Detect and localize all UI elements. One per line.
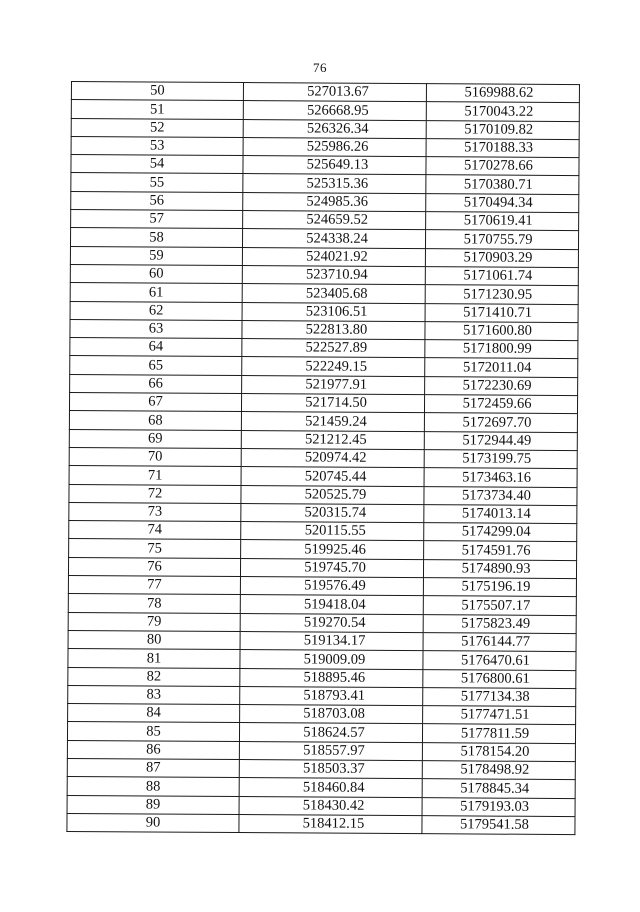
y-coordinate-cell: 5172011.04 bbox=[425, 358, 578, 377]
point-number-cell: 88 bbox=[67, 777, 239, 796]
point-number-cell: 82 bbox=[68, 667, 240, 686]
point-number-cell: 84 bbox=[68, 704, 240, 723]
point-number-cell: 78 bbox=[68, 594, 240, 613]
y-coordinate-cell: 5174591.76 bbox=[424, 541, 577, 560]
x-coordinate-cell: 518503.37 bbox=[239, 760, 422, 779]
y-coordinate-cell: 5170494.34 bbox=[426, 193, 579, 212]
x-coordinate-cell: 523405.68 bbox=[242, 284, 425, 303]
y-coordinate-cell: 5172230.69 bbox=[425, 376, 578, 395]
point-number-cell: 54 bbox=[71, 155, 243, 174]
x-coordinate-cell: 525315.36 bbox=[243, 174, 426, 193]
x-coordinate-cell: 518793.41 bbox=[240, 686, 423, 705]
y-coordinate-cell: 5169988.62 bbox=[426, 84, 579, 103]
point-number-cell: 59 bbox=[70, 246, 242, 265]
x-coordinate-cell: 524338.24 bbox=[242, 229, 425, 248]
x-coordinate-cell: 520315.74 bbox=[241, 503, 424, 522]
x-coordinate-cell: 521459.24 bbox=[241, 412, 424, 431]
point-number-cell: 61 bbox=[70, 283, 242, 302]
y-coordinate-cell: 5175196.19 bbox=[423, 578, 576, 597]
y-coordinate-cell: 5174890.93 bbox=[423, 559, 576, 578]
point-number-cell: 70 bbox=[69, 447, 241, 466]
point-number-cell: 51 bbox=[71, 100, 243, 119]
x-coordinate-cell: 519270.54 bbox=[240, 613, 423, 632]
point-number-cell: 75 bbox=[69, 539, 241, 558]
x-coordinate-cell: 518460.84 bbox=[239, 778, 422, 797]
point-number-cell: 81 bbox=[68, 649, 240, 668]
coordinates-table-container bbox=[66, 81, 579, 835]
point-number-cell: 89 bbox=[67, 795, 239, 814]
table-row bbox=[67, 813, 575, 834]
y-coordinate-cell: 5179193.03 bbox=[422, 797, 575, 816]
x-coordinate-cell: 518895.46 bbox=[240, 668, 423, 687]
x-coordinate-cell: 527013.67 bbox=[243, 83, 426, 102]
y-coordinate-cell: 5170903.29 bbox=[425, 248, 578, 267]
x-coordinate-cell: 525649.13 bbox=[243, 156, 426, 175]
x-coordinate-cell: 518624.57 bbox=[239, 723, 422, 742]
x-coordinate-cell: 518703.08 bbox=[240, 705, 423, 724]
x-coordinate-cell: 518412.15 bbox=[239, 814, 422, 833]
y-coordinate-cell: 5179541.58 bbox=[422, 816, 575, 835]
y-coordinate-cell: 5171410.71 bbox=[425, 303, 578, 322]
y-coordinate-cell: 5170278.66 bbox=[426, 157, 579, 176]
x-coordinate-cell: 519576.49 bbox=[240, 577, 423, 596]
point-number-cell: 71 bbox=[69, 466, 241, 485]
point-number-cell: 53 bbox=[71, 136, 243, 155]
point-number-cell: 67 bbox=[69, 393, 241, 412]
point-number-cell: 65 bbox=[70, 356, 242, 375]
y-coordinate-cell: 5175823.49 bbox=[423, 614, 576, 633]
y-coordinate-cell: 5172697.70 bbox=[424, 413, 577, 432]
x-coordinate-cell: 521212.45 bbox=[241, 430, 424, 449]
x-coordinate-cell: 524985.36 bbox=[243, 192, 426, 211]
x-coordinate-cell: 520745.44 bbox=[241, 467, 424, 486]
point-number-cell: 73 bbox=[69, 502, 241, 521]
y-coordinate-cell: 5176800.61 bbox=[423, 669, 576, 688]
point-number-cell: 52 bbox=[71, 118, 243, 137]
y-coordinate-cell: 5177471.51 bbox=[423, 706, 576, 725]
y-coordinate-cell: 5176470.61 bbox=[423, 651, 576, 670]
y-coordinate-cell: 5174299.04 bbox=[424, 523, 577, 542]
x-coordinate-cell: 519009.09 bbox=[240, 650, 423, 669]
y-coordinate-cell: 5177811.59 bbox=[422, 724, 575, 743]
y-coordinate-cell: 5170619.41 bbox=[426, 212, 579, 231]
y-coordinate-cell: 5176144.77 bbox=[423, 633, 576, 652]
y-coordinate-cell: 5173199.75 bbox=[424, 450, 577, 469]
y-coordinate-cell: 5170043.22 bbox=[426, 102, 579, 121]
x-coordinate-cell: 519134.17 bbox=[240, 631, 423, 650]
y-coordinate-cell: 5178154.20 bbox=[422, 742, 575, 761]
point-number-cell: 85 bbox=[67, 722, 239, 741]
x-coordinate-cell: 522249.15 bbox=[242, 357, 425, 376]
x-coordinate-cell: 518557.97 bbox=[239, 741, 422, 760]
x-coordinate-cell: 524659.52 bbox=[243, 211, 426, 230]
point-number-cell: 50 bbox=[71, 82, 243, 101]
x-coordinate-cell: 524021.92 bbox=[242, 247, 425, 266]
x-coordinate-cell: 519745.70 bbox=[240, 558, 423, 577]
x-coordinate-cell: 521977.91 bbox=[242, 375, 425, 394]
x-coordinate-cell: 520525.79 bbox=[241, 485, 424, 504]
point-number-cell: 56 bbox=[71, 191, 243, 210]
x-coordinate-cell: 520974.42 bbox=[241, 448, 424, 467]
x-coordinate-cell: 522813.80 bbox=[242, 320, 425, 339]
x-coordinate-cell: 520115.55 bbox=[241, 522, 424, 541]
point-number-cell: 64 bbox=[70, 338, 242, 357]
x-coordinate-cell: 519418.04 bbox=[240, 595, 423, 614]
y-coordinate-cell: 5178845.34 bbox=[422, 779, 575, 798]
point-number-cell: 90 bbox=[67, 813, 239, 832]
x-coordinate-cell: 519925.46 bbox=[241, 540, 424, 559]
y-coordinate-cell: 5170755.79 bbox=[425, 230, 578, 249]
page-number: 76 bbox=[313, 60, 327, 75]
x-coordinate-cell: 523710.94 bbox=[242, 266, 425, 285]
y-coordinate-cell: 5171061.74 bbox=[425, 267, 578, 286]
y-coordinate-cell: 5172944.49 bbox=[424, 431, 577, 450]
y-coordinate-cell: 5171800.99 bbox=[425, 340, 578, 359]
point-number-cell: 58 bbox=[70, 228, 242, 247]
point-number-cell: 83 bbox=[68, 685, 240, 704]
x-coordinate-cell: 526326.34 bbox=[243, 119, 426, 138]
point-number-cell: 68 bbox=[69, 411, 241, 430]
point-number-cell: 66 bbox=[70, 374, 242, 393]
point-number-cell: 60 bbox=[70, 264, 242, 283]
x-coordinate-cell: 525986.26 bbox=[243, 137, 426, 156]
point-number-cell: 79 bbox=[68, 612, 240, 631]
y-coordinate-cell: 5177134.38 bbox=[423, 687, 576, 706]
point-number-cell: 80 bbox=[68, 630, 240, 649]
coordinates-table-body bbox=[67, 82, 580, 835]
y-coordinate-cell: 5170380.71 bbox=[426, 175, 579, 194]
y-coordinate-cell: 5175507.17 bbox=[423, 596, 576, 615]
point-number-cell: 77 bbox=[68, 576, 240, 595]
x-coordinate-cell: 523106.51 bbox=[242, 302, 425, 321]
x-coordinate-cell: 518430.42 bbox=[239, 796, 422, 815]
coordinates-table bbox=[66, 81, 580, 835]
point-number-cell: 62 bbox=[70, 301, 242, 320]
point-number-cell: 57 bbox=[71, 210, 243, 229]
y-coordinate-cell: 5171230.95 bbox=[425, 285, 578, 304]
point-number-cell: 55 bbox=[71, 173, 243, 192]
point-number-cell: 69 bbox=[69, 429, 241, 448]
x-coordinate-cell: 526668.95 bbox=[243, 101, 426, 120]
point-number-cell: 86 bbox=[67, 740, 239, 759]
x-coordinate-cell: 522527.89 bbox=[242, 339, 425, 358]
y-coordinate-cell: 5173463.16 bbox=[424, 468, 577, 487]
point-number-cell: 74 bbox=[69, 521, 241, 540]
y-coordinate-cell: 5170188.33 bbox=[426, 139, 579, 158]
y-coordinate-cell: 5171600.80 bbox=[425, 322, 578, 341]
point-number-cell: 63 bbox=[70, 319, 242, 338]
point-number-cell: 76 bbox=[68, 557, 240, 576]
y-coordinate-cell: 5172459.66 bbox=[424, 395, 577, 414]
y-coordinate-cell: 5173734.40 bbox=[424, 486, 577, 505]
y-coordinate-cell: 5170109.82 bbox=[426, 120, 579, 139]
point-number-cell: 87 bbox=[67, 758, 239, 777]
x-coordinate-cell: 521714.50 bbox=[241, 394, 424, 413]
y-coordinate-cell: 5178498.92 bbox=[422, 761, 575, 780]
point-number-cell: 72 bbox=[69, 484, 241, 503]
y-coordinate-cell: 5174013.14 bbox=[424, 504, 577, 523]
